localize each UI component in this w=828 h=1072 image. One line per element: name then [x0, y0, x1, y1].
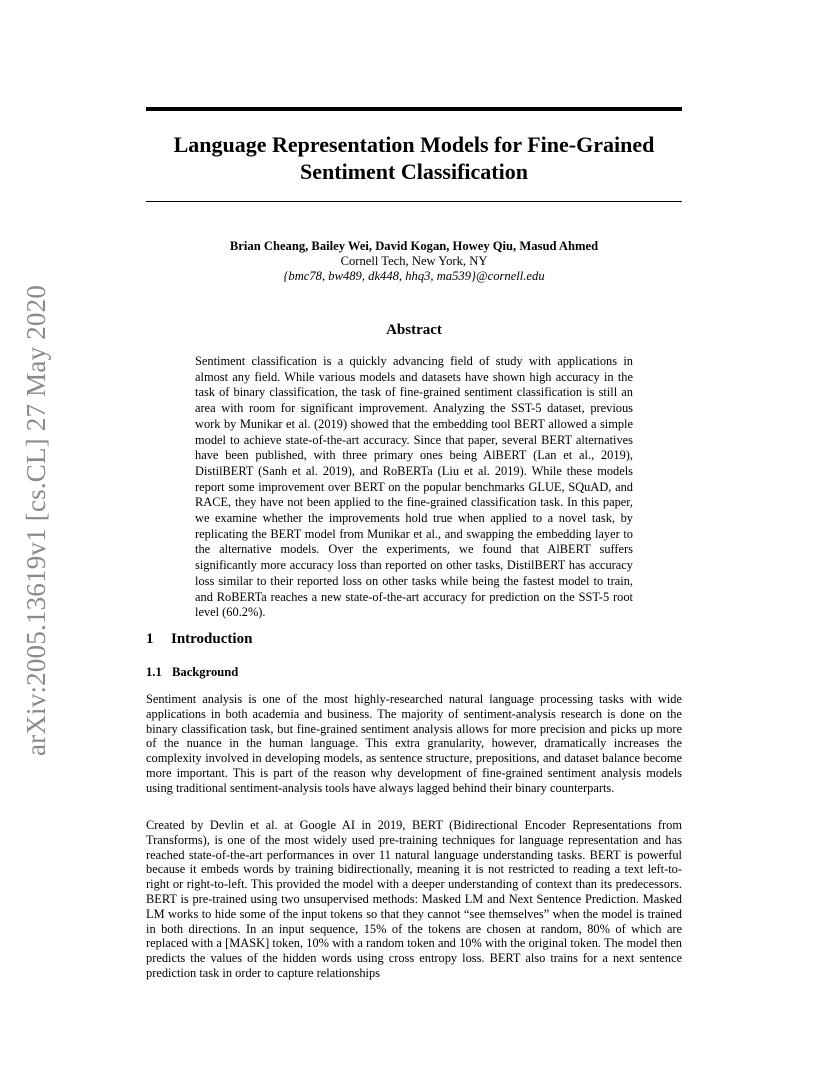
author-names: Brian Cheang, Bailey Wei, David Kogan, Howey Qiu, Masud Ahmed — [229, 239, 599, 253]
author-block — [146, 239, 682, 284]
arxiv-side-stamp — [20, 280, 54, 760]
paper-title: Language Representation Models for Fine-Grained Sentiment Classification — [173, 132, 655, 184]
subsection-title: Background — [172, 665, 239, 679]
title-rule-bottom — [146, 201, 682, 202]
abstract-text: Sentiment classification is a quickly advancing field of study with applications in almost any field. While various models and datasets have shown high accuracy in the task of binary classification, the task of fine-grained sentiment classification is still an area with room for significant improvement. Analyzing the SST-5 dataset, previous work by Munikar et al. (2019) showed that the embedding tool BERT allowed a simple model to achieve state-of-the-art accuracy. Since that paper, several BERT alternatives have been published, with three primary ones being AlBERT (Lan et al., 2019), DistilBERT (Sanh et al. 2019), and RoBERTa (Liu et al. 2019). While these models report some improvement over BERT on the popular benchmarks GLUE, SQuAD, and RACE, they have not been applied to the fine-grained classification task. In this paper, we examine whether the improvements hold true when applied to a novel task, by replicating the BERT model from Munikar et al., and swapping the embedding layer to the alternative models. Over the experiments, we found that AlBERT suffers significantly more accuracy loss than reported on other tasks, DistilBERT has accuracy loss similar to their reported loss on other tasks while being the fastest model to train, and RoBERTa reaches a new state-of-the-art accuracy for prediction on the SST-5 root level (60.2%). — [195, 354, 633, 620]
author-emails: {bmc78, bw489, dk448, hhq3, ma539}@cornell.edu — [283, 269, 545, 283]
abstract-heading: Abstract — [386, 322, 442, 338]
subsection-heading — [146, 665, 238, 680]
subsection-number: 1.1 — [146, 665, 162, 679]
body-paragraph-1: Sentiment analysis is one of the most highly-researched natural language processing tasks with wide applications in both academia and business. The majority of sentiment-analysis research is done on the binary classification task, but fine-grained sentiment analysis allows for more precision and picks up more of the nuance in the human language. This extra granularity, however, dramatically increases the complexity involved in developing models, as sentence structure, prepositions, and dataset balance become more important. This is part of the reason why development of fine-grained sentiment analysis models using traditional sentiment-analysis tools have always lagged behind their binary counterparts. — [146, 692, 682, 795]
title-rule-top — [146, 107, 682, 111]
body-paragraph-2: Created by Devlin et al. at Google AI in 2019, BERT (Bidirectional Encoder Representations from Transforms), is one of the most widely used pre-training techniques for language representation and has reached state-of-the-art performances in over 11 natural language understanding tasks. BERT is powerful because it embeds words by training bidirectionally, meaning it is not restricted to reading a text left-to-right or right-to-left. This provided the model with a deeper understanding of context than its predecessors. BERT is pre-trained using two unsupervised methods: Masked LM and Next Sentence Prediction. Masked LM works to hide some of the input tokens so that they cannot “see themselves” when the model is trained in both directions. In an input sequence, 15% of the tokens are chosen at random, 80% of which are replaced with a [MASK] token, 10% with a random token and 10% with the original token. The model then predicts the values of the hidden words using cross entropy loss. BERT also trains for a next sentence prediction task in order to capture relationships — [146, 818, 682, 980]
section-title: Introduction — [171, 631, 253, 647]
section-heading — [146, 631, 252, 648]
arxiv-identifier: arXiv:2005.13619v1 [cs.CL] 27 May 2020 — [21, 284, 52, 756]
section-number: 1 — [146, 631, 154, 647]
author-affiliation: Cornell Tech, New York, NY — [340, 254, 488, 268]
